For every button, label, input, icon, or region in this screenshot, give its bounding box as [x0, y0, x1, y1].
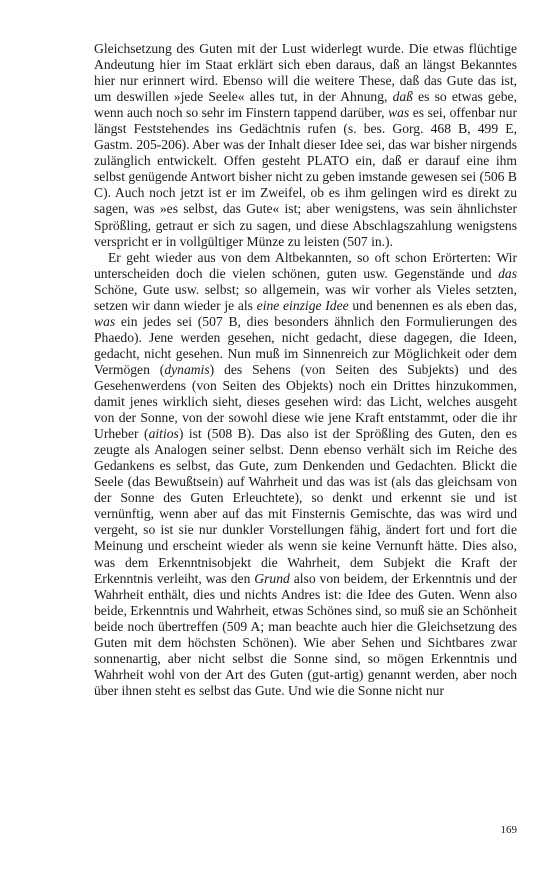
text-run: und benennen es als eben das,: [348, 297, 517, 313]
text-run: Schöne, Gute usw. selbst; so allgemein, was wir vorher als Vieles setzten, setzen wir dann wieder je als: [94, 281, 517, 313]
text-run: ) des Sehens (von Seiten des Subjekts) und des Gesehenwerdens (von Seiten des Objekts) noch ein Drittes hinzukommen, damit jenes wirklich sieht, dieses gesehen wird: das Licht, welches ausgeht von der Sonne, von der sowohl diese wie jene Kraft entstammt, oder die ihr Urheber (: [94, 361, 517, 442]
text-run: Er geht wieder aus von dem Altbekannten, so oft schon Erörterten: Wir unterscheiden doch die vielen schönen, guten usw. Gegenstände und: [94, 249, 517, 281]
italic-term: aitios: [148, 426, 179, 442]
italic-term: daß: [392, 89, 413, 105]
italic-term: eine einzige Idee: [256, 297, 349, 313]
text-run: ein jedes sei (507 B, dies besonders ähnlich den Formulierungen des Phaedo). Jene werden gesehen, nicht gedacht, diese dagegen, die Ideen, gedacht, nicht gesehen. Nun muß im Sinnenreich zur Möglichkeit oder dem Vermögen (: [94, 313, 517, 377]
italic-term: Grund: [254, 570, 290, 586]
text-run: Gleichsetzung des Guten mit der Lust widerlegt wurde. Die etwas flüchtige Andeutung hier im Staat erklärt sich eben daraus, daß an längst Bekanntes hier nur erinnert wird. Ebenso will die weitere These, daß das Gute das ist, um deswillen »jede Seele« alles tut, in der Ahnung,: [94, 41, 517, 105]
italic-term: dynamis: [164, 361, 210, 377]
book-page-text: [94, 41, 517, 699]
paragraph-1: [94, 41, 517, 250]
italic-term: was: [388, 105, 410, 121]
text-run: es sei, offenbar nur längst Feststehendes ins Gedächtnis rufen (s. bes. Gorg. 468 B, 499 E, Gastm. 205-206). Aber was der Inhalt dieser Idee sei, das war bisher nirgends zulänglich entwickelt. Offen gesteht PLATO ein, daß er darauf eine ihm selbst genügende Antwort bisher nicht zu geben imstande gewesen sei (506 B C). Auch noch jetzt ist er im Zweifel, ob es ihm gelingen wird es direkt zu sagen, was »es selbst, das Gute« ist; aber wenigstens, was sein ähnlichster Sprößling, getraut er sich zu sagen, und diese Abschlagszahlung wenigstens verspricht er in vollgültiger Münze zu leisten (507 in.).: [94, 105, 517, 249]
paragraph-2: [94, 250, 517, 699]
text-run: also von beidem, der Erkenntnis und der Wahrheit enthält, dies und nichts Andres ist: die Idee des Guten. Wenn also beide, Erkenntnis und Wahrheit, etwas Schönes sind, so muß sie an Schönheit beide noch übertreffen (509 A; man beachte auch hier die Gleichsetzung des Guten mit dem höchsten Schönen). Wie aber Sehen und Sichtbares zwar sonnenartig, aber nicht selbst die Sonne sind, so mögen Erkenntnis und Wahrheit wohl von der Art des Guten (gut-artig) genannt werden, aber noch über ihnen steht es selbst das Gute. Und wie die Sonne nicht nur: [94, 570, 518, 698]
page-number: 169: [500, 824, 517, 836]
italic-term: was: [94, 313, 116, 329]
text-run: ) ist (508 B). Das also ist der Sprößling des Guten, den es zeugte als Analogen seiner selbst. Denn ebenso verhält sich im Reiche des Gedankens es selbst, das Gute, zum Denkenden und Gedachten. Blickt die Seele (das Bewußtsein) auf Wahrheit und das was ist (als das gleichsam von der Sonne des Guten Erleuchtete), so denkt und erkennt sie und ist vernünftig, wenn aber auf das mit Finsternis Gemischte, das was wird und vergeht, so ist sie nur dunkler Vorstellungen fähig, ändert fort und fort die Meinung und erscheint wieder als wenn sie keine Vernunft hätte. Dies also, was dem Erkenntnisobjekt die Wahrheit, dem Subjekt die Kraft der Erkenntnis verleiht, was den: [94, 426, 517, 586]
italic-term: das: [498, 265, 517, 281]
text-run: es so etwas gebe, wenn auch noch so sehr im Finstern tappend darüber,: [94, 89, 517, 121]
